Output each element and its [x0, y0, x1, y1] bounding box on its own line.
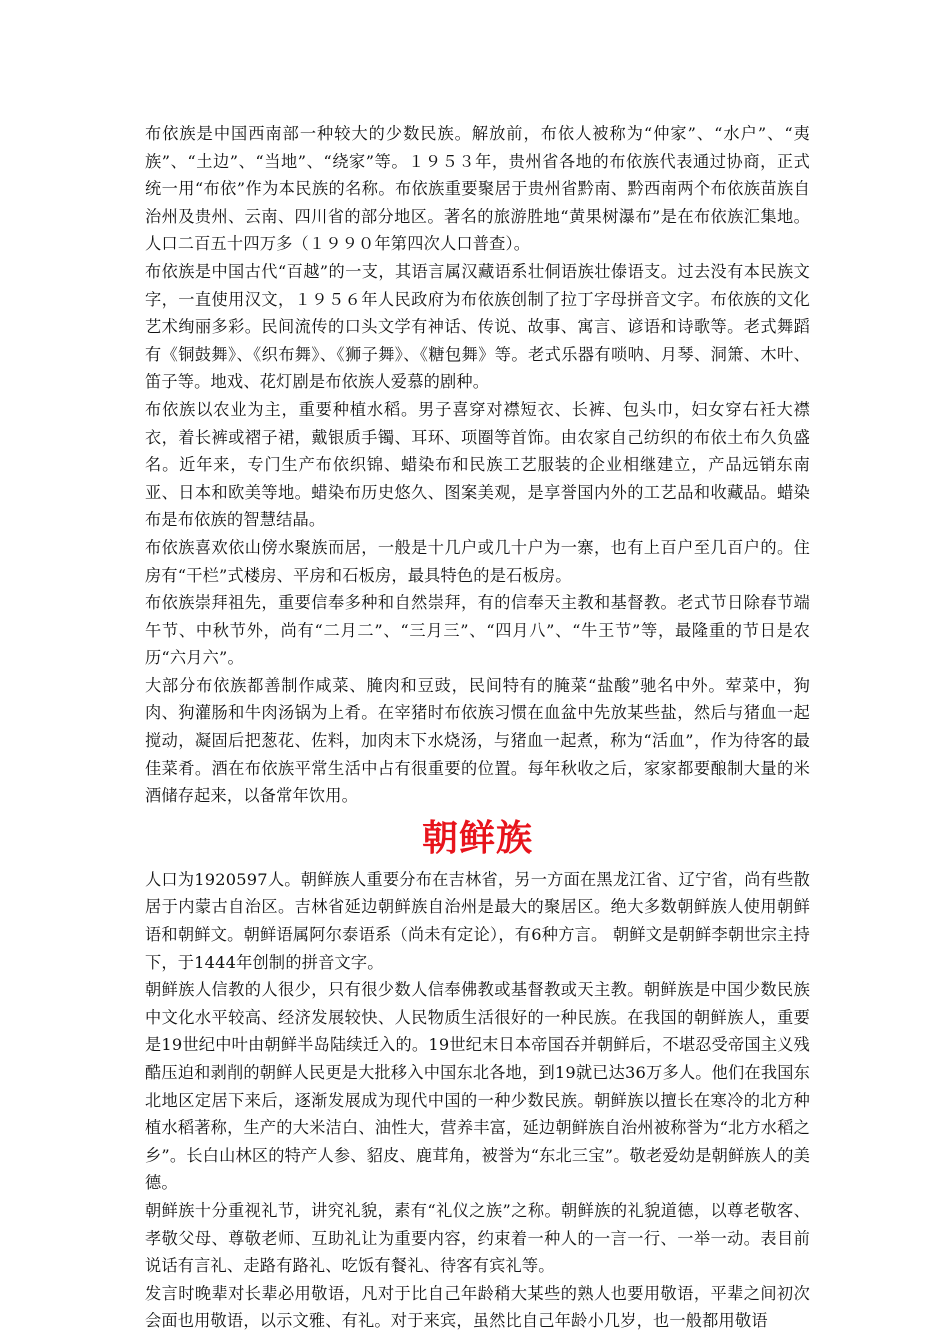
- bouyei-paragraph-4: 布依族喜欢依山傍水聚族而居，一般是十几户或几十户为一寨，也有上百户至几百户的。住房有“干栏”式楼房、平房和石板房，最具特色的是石板房。: [145, 537, 810, 585]
- korean-paragraph-1: 人口为1920597人。朝鲜族人重要分布在吉林省，另一方面在黑龙江省、辽宁省，尚有些散居于内蒙古自治区。吉林省延边朝鲜族自治州是最大的聚居区。绝大多数朝鲜族人使用朝鲜语和朝鲜文。朝鲜语属阿尔泰语系（尚未有定论），有6种方言。 朝鲜文是朝鲜李朝世宗主持下，于1444年创制的拼音文字。: [145, 869, 810, 972]
- bouyei-paragraph-5: 布依族崇拜祖先，重要信奉多种和自然崇拜，有的信奉天主教和基督教。老式节日除春节端午节、中秋节外，尚有“二月二”、“三月三”、“四月八”、“牛王节”等，最隆重的节日是农历“六月六”。: [145, 593, 810, 668]
- bouyei-paragraph-3: 布依族以农业为主，重要种植水稻。男子喜穿对襟短衣、长裤、包头巾，妇女穿右衽大襟衣，着长裤或褶子裙，戴银质手镯、耳环、项圈等首饰。由农家自己纺织的布依土布久负盛名。近年来，专门生产布依织锦、蜡染布和民族工艺服装的企业相继建立，产品远销东南亚、日本和欧美等地。蜡染布历史悠久、图案美观，是享誉国内外的工艺品和收藏品。蜡染布是布依族的智慧结晶。: [145, 399, 810, 530]
- korean-paragraph-3: 朝鲜族十分重视礼节，讲究礼貌，素有“礼仪之族”之称。朝鲜族的礼貌道德，以尊老敬客、孝敬父母、尊敬老师、互助礼让为重要内容，约束着一种人的一言一行、一举一动。表目前说话有言礼、走路有路礼、吃饭有餐礼、待客有宾礼等。: [145, 1200, 810, 1276]
- bouyei-section: [145, 120, 810, 810]
- document-page: [145, 120, 810, 1335]
- korean-paragraph-2: 朝鲜族人信教的人很少，只有很少数人信奉佛教或基督教或天主教。朝鲜族是中国少数民族中文化水平较高、经济发展较快、人民物质生活很好的一种民族。在我国的朝鲜族人，重要是19世纪中叶由朝鲜半岛陆续迁入的。19世纪末日本帝国吞并朝鲜后，不堪忍受帝国主义残酷压迫和剥削的朝鲜人民更是大批移入中国东北各地，到19就已达36万多人。他们在我国东北地区定居下来后，逐渐发展成为现代中国的一种少数民族。朝鲜族以擅长在寒冷的北方种植水稻著称，生产的大米洁白、油性大，营养丰富，延边朝鲜族自治州被称誉为“北方水稻之乡”。长白山林区的特产人参、貂皮、鹿茸角，被誉为“东北三宝”。敬老爱幼是朝鲜族人的美德。: [145, 980, 810, 1193]
- bouyei-paragraph-1: 布依族是中国西南部一种较大的少数民族。解放前，布依人被称为“仲家”、“水户”、“夷族”、“土边”、“当地”、“绕家”等。１９５３年，贵州省各地的布依族代表通过协商，正式统一用“布依”作为本民族的名称。布依族重要聚居于贵州省黔南、黔西南两个布依族苗族自治州及贵州、云南、四川省的部分地区。著名的旅游胜地“黄果树瀑布”是在布依族汇集地。人口二百五十四万多（１９９０年第四次人口普查）。: [145, 124, 810, 254]
- bouyei-paragraph-6: 大部分布依族都善制作咸菜、腌肉和豆豉，民间特有的腌菜“盐酸”驰名中外。荤菜中，狗肉、狗灌肠和牛肉汤锅为上肴。在宰猪时布依族习惯在血盆中先放某些盐，然后与猪血一起搅动，凝固后把葱花、佐料，加肉末下水烧汤，与猪血一起煮，称为“活血”，作为待客的最佳菜肴。酒在布依族平常生活中占有很重要的位置。每年秋收之后，家家都要酿制大量的米酒储存起来，以备常年饮用。: [145, 675, 810, 806]
- bouyei-paragraph-2: 布依族是中国古代“百越”的一支，其语言属汉藏语系壮侗语族壮傣语支。过去没有本民族文字，一直使用汉文，１９５６年人民政府为布依族创制了拉丁字母拼音文字。布依族的文化艺术绚丽多彩。民间流传的口头文学有神话、传说、故事、寓言、谚语和诗歌等。老式舞蹈有《铜鼓舞》、《织布舞》、《狮子舞》、《糖包舞》等。老式乐器有唢呐、月琴、洞箫、木叶、笛子等。地戏、花灯剧是布依族人爱慕的剧种。: [145, 261, 810, 392]
- korean-section-title: 朝鲜族: [421, 817, 533, 859]
- korean-section: [145, 866, 810, 1335]
- korean-paragraph-4: 发言时晚辈对长辈必用敬语，凡对于比自己年龄稍大某些的熟人也要用敬语，平辈之间初次会面也用敬语，以示文雅、有礼。对于来宾，虽然比自己年龄小几岁，也一般都用敬语: [145, 1283, 810, 1331]
